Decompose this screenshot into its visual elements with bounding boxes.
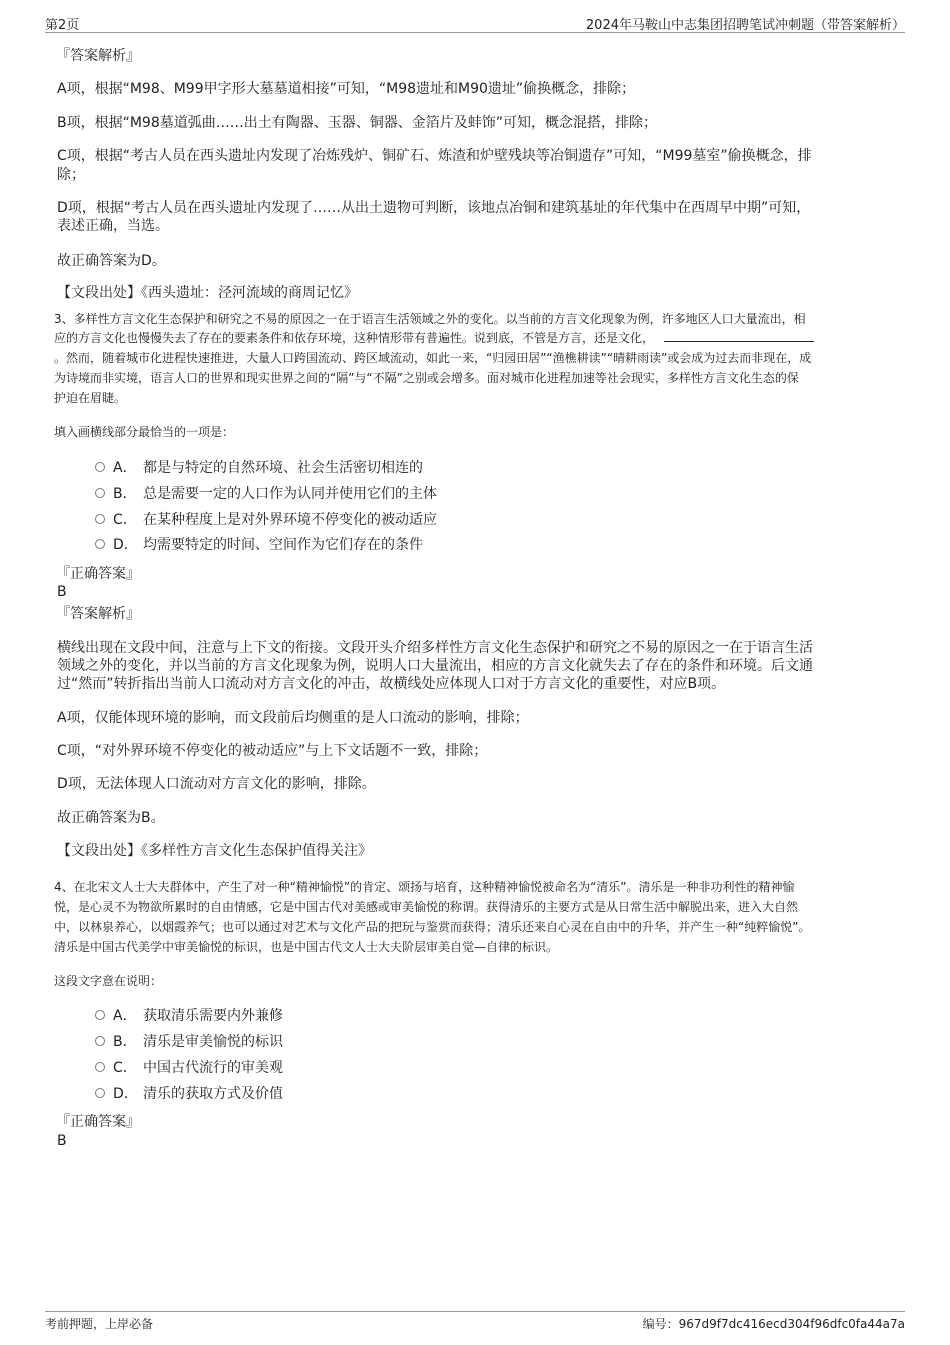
q3-passage-line5: 护迫在眉睫。 <box>54 391 127 405</box>
radio-icon[interactable] <box>95 514 105 524</box>
q3-source: 【文段出处】《多样性方言文化生态保护值得关注》 <box>57 843 372 859</box>
q3-option-a[interactable]: A． 都是与特定的自然环境、社会生活密切相连的 <box>95 459 423 477</box>
q4-passage-line1: 4、在北宋文人士大夫群体中，产生了对一种“精神愉悦”的肯定、颂扬与培育，这种精神愉悦被命名为“清乐”。清乐是一种非功利性的精神愉 <box>54 880 795 894</box>
q3-option-d[interactable]: D． 均需要特定的时间、空间作为它们存在的条件 <box>95 536 423 554</box>
q3-analysis-line1: 横线出现在文段中间，注意与上下文的衔接。文段开头介绍多样性方言文化生态保护和研究之不易的原因之一在于语言生活 <box>57 640 813 656</box>
q2-analysis-d-line1: D项，根据“考古人员在西头遗址内发现了……从出土遗物可判断，该地点冶铜和建筑基址的年代集中在西周早中期”可知， <box>57 200 811 216</box>
q3-analysis-a: A项，仅能体现环境的影响，而文段前后均侧重的是人口流动的影响，排除； <box>57 710 529 726</box>
q3-analysis-c: C项，“对外界环境不停变化的被动适应”与上下文话题不一致，排除； <box>57 743 488 759</box>
radio-icon[interactable] <box>95 539 105 549</box>
q4-option-d[interactable]: D． 清乐的获取方式及价值 <box>95 1085 283 1103</box>
q4-prompt: 这段文字意在说明： <box>54 974 163 988</box>
fill-blank <box>664 331 814 342</box>
page-footer <box>45 1311 905 1332</box>
q2-source: 【文段出处】《西头遗址：泾河流域的商周记忆》 <box>57 285 358 301</box>
q2-analysis-c-line1: C项，根据“考古人员在西头遗址内发现了冶炼残炉、铜矿石、炼渣和炉壁残块等冶铜遗存”可知，“M99墓室”偷换概念，排 <box>57 148 812 164</box>
q3-option-c[interactable]: C． 在某种程度上是对外界环境不停变化的被动适应 <box>95 511 437 529</box>
q3-analysis-label: 『答案解析』 <box>56 606 140 622</box>
q4-passage-line3: 中，以林泉养心，以烟霞养气；也可以通过对艺术与文化产品的把玩与鉴赏而获得；清乐还来自心灵在自由中的升华，并产生一种“纯粹愉悦”。 <box>54 920 811 934</box>
q3-prompt: 填入画横线部分最恰当的一项是： <box>54 425 235 439</box>
q4-passage-line4: 清乐是中国古代美学中审美愉悦的标识，也是中国古代文人士大夫阶层审美自觉—自律的标识。 <box>54 940 559 954</box>
q4-passage-line2: 悦，是心灵不为物欲所累时的自由情感，它是中国古代对美感或审美愉悦的称谓。获得清乐的主要方式是从日常生活中解脱出来，进入大自然 <box>54 900 799 914</box>
q2-analysis-label: 『答案解析』 <box>56 48 140 64</box>
q3-analysis-d: D项，无法体现人口流动对方言文化的影响，排除。 <box>57 776 376 792</box>
q2-conclusion: 故正确答案为D。 <box>57 253 166 269</box>
q2-analysis-d-line2: 表述正确，当选。 <box>57 218 169 234</box>
q3-passage-line2: 应的方言文化也慢慢失去了存在的要素条件和依存环境，这种情形带有普遍性。说到底，不管是方言，还是文化， <box>54 330 814 346</box>
q3-passage-line1: 3、多样性方言文化生态保护和研究之不易的原因之一在于语言生活领域之外的变化。以当前的方言文化现象为例，许多地区人口大量流出，相 <box>54 312 806 326</box>
q3-passage-line4: 为诗境而非实境，语言人口的世界和现实世界之间的“隔”与“不隔”之别或会增多。面对城市化进程加速等社会现实，多样性方言文化生态的保 <box>54 371 799 385</box>
q3-answer-label: 『正确答案』 <box>56 566 140 582</box>
footer-slogan: 考前押题，上岸必备 <box>45 1317 154 1331</box>
radio-icon[interactable] <box>95 488 105 498</box>
q2-analysis-a: A项，根据“M98、M99甲字形大墓墓道相接”可知，“M98遗址和M90遗址”偷换概念，排除； <box>57 81 636 97</box>
radio-icon[interactable] <box>95 1088 105 1098</box>
radio-icon[interactable] <box>95 462 105 472</box>
q2-analysis-b: B项，根据“M98墓道弧曲……出土有陶器、玉器、铜器、金箔片及蚌饰”可知，概念混搭，排除； <box>57 115 658 131</box>
q4-option-b[interactable]: B． 清乐是审美愉悦的标识 <box>95 1033 283 1051</box>
q3-passage-line3: 。然而，随着城市化进程快速推进，大量人口跨国流动、跨区域流动，如此一来，“归园田居”“渔樵耕读”“晴耕雨读”或会成为过去而非现在，成 <box>54 351 812 365</box>
q4-option-a[interactable]: A． 获取清乐需要内外兼修 <box>95 1007 283 1025</box>
q3-conclusion: 故正确答案为B。 <box>57 810 165 826</box>
q3-answer: B <box>57 584 67 600</box>
q2-analysis-c-line2: 除； <box>57 167 85 183</box>
page-header <box>45 14 905 33</box>
q4-answer-label: 『正确答案』 <box>56 1114 140 1130</box>
radio-icon[interactable] <box>95 1062 105 1072</box>
document-id: 编号：967d9f7dc416ecd304f96dfc0fa44a7a <box>642 1317 905 1331</box>
radio-icon[interactable] <box>95 1010 105 1020</box>
q4-option-c[interactable]: C． 中国古代流行的审美观 <box>95 1059 283 1077</box>
q3-analysis-line3: 过“然而”转折指出当前人口流动对方言文化的冲击，故横线处应体现人口对于方言文化的重要性，对应B项。 <box>57 676 726 692</box>
radio-icon[interactable] <box>95 1036 105 1046</box>
page-number: 第2页 <box>45 18 80 33</box>
q3-analysis-line2: 领域之外的变化，并以当前的方言文化现象为例，说明人口大量流出，相应的方言文化就失去了存在的条件和环境。后文通 <box>57 658 813 674</box>
q3-option-b[interactable]: B． 总是需要一定的人口作为认同并使用它们的主体 <box>95 485 437 503</box>
q4-answer: B <box>57 1133 67 1149</box>
document-title: 2024年马鞍山中志集团招聘笔试冲刺题（带答案解析） <box>585 18 905 33</box>
